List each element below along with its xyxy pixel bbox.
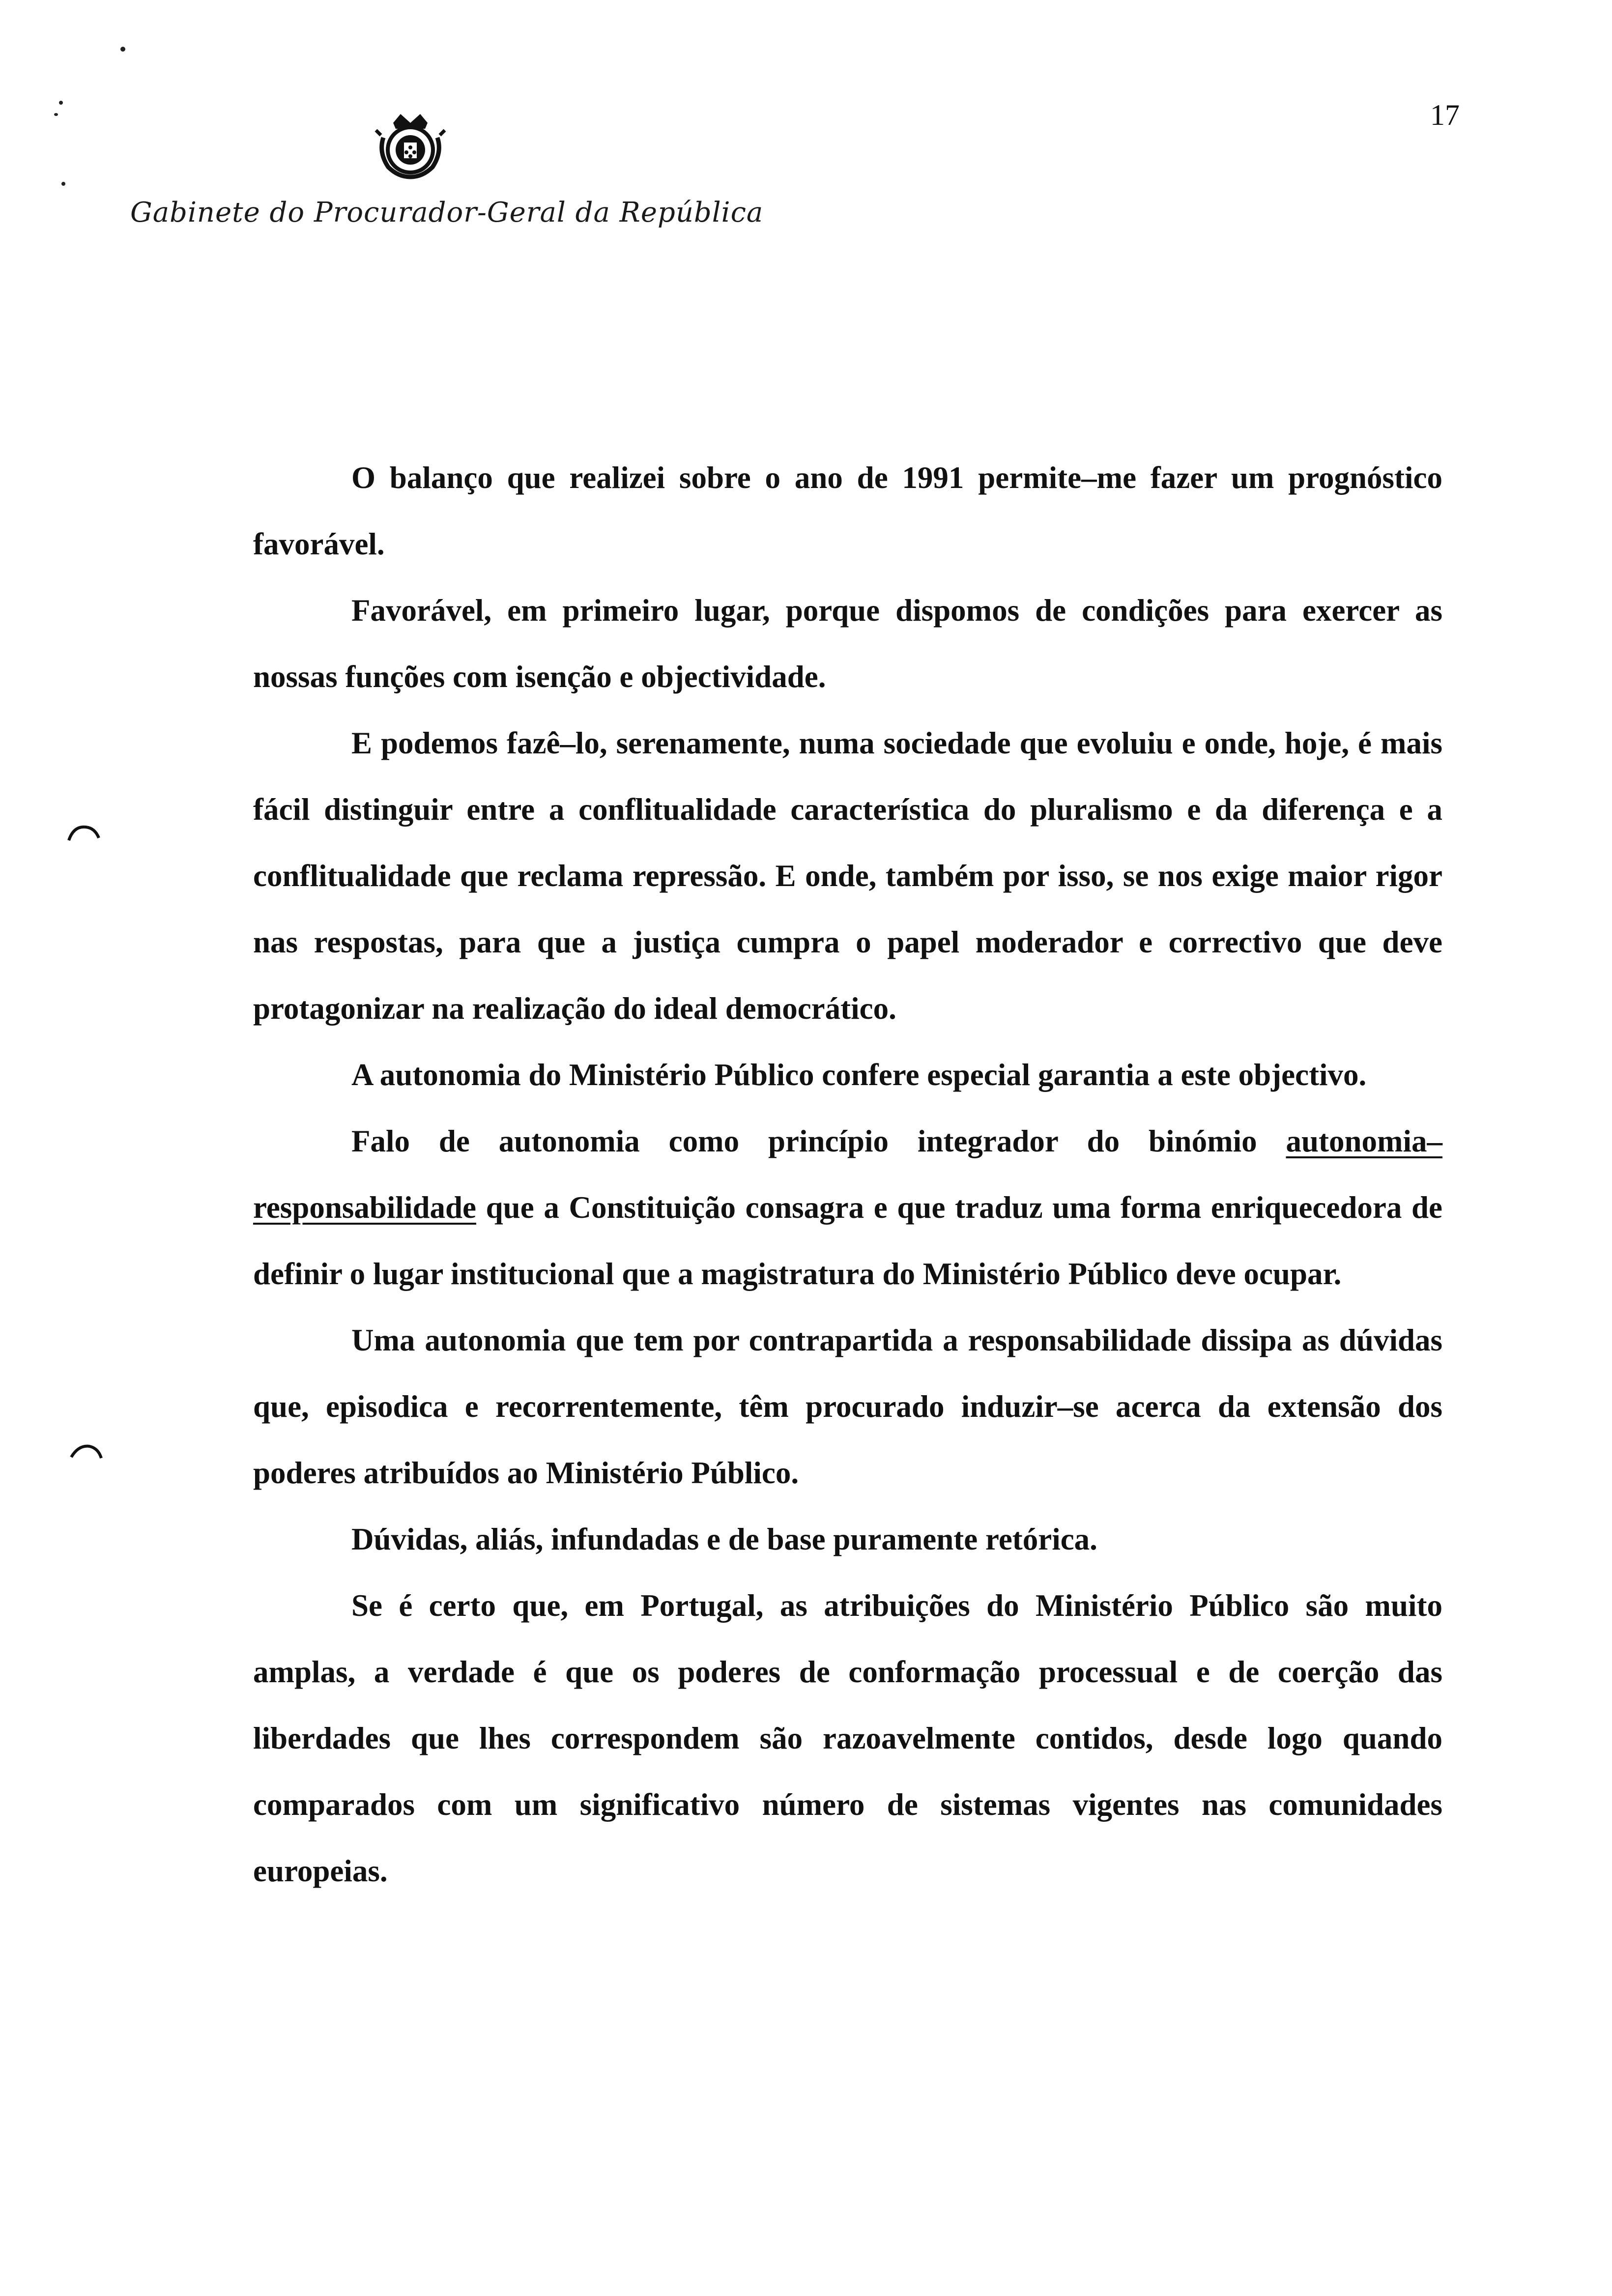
paragraph (253, 1108, 1442, 1307)
paragraph: Dúvidas, aliás, infundadas e de base puramente retórica. (351, 1522, 1097, 1556)
scan-speck (61, 182, 65, 186)
paragraph: Se é certo que, em Portugal, as atribuições do Ministério Público são muito amplas, a verdade é que os poderes de conformação processual e de coerção das liberdades que lhes correspondem são razoavelmente contidos, desde logo quando comparados com um significativo número de sistemas vigentes nas comunidades europeias. (253, 1588, 1442, 1888)
coat-of-arms-icon (374, 108, 447, 182)
paragraph-text: Falo de autonomia como princípio integrador do binómio (351, 1124, 1257, 1158)
paragraph: E podemos fazê–lo, serenamente, numa sociedade que evoluiu e onde, hoje, é mais fácil distinguir entre a conflitualidade característica do pluralismo e da diferença e a conflitualidade que reclama repressão. E onde, também por isso, se nos exige maior rigor nas respostas, para que a justiça cumpra o papel moderador e correctivo que deve protagonizar na realização do ideal democrático. (253, 726, 1442, 1026)
scan-speck (54, 113, 58, 116)
margin-mark (69, 1442, 103, 1462)
paragraph: O balanço que realizei sobre o ano de 1991 permite–me fazer um prognóstico favorável. (253, 460, 1442, 561)
underlined-term: autonomia–responsabilidade (253, 1124, 1443, 1225)
scan-speck (59, 101, 63, 105)
page-number: 17 (1430, 99, 1460, 131)
paragraph: Favorável, em primeiro lugar, porque dispomos de condições para exercer as nossas funções com isenção e objectividade. (253, 593, 1442, 694)
paragraph: Uma autonomia que tem por contrapartida a responsabilidade dissipa as dúvidas que, episodica e recorrentemente, têm procurado induzir–se acerca da extensão dos poderes atribuídos ao Ministério Público. (253, 1323, 1442, 1490)
letterhead: Gabinete do Procurador-Geral da República (130, 197, 764, 229)
paragraph: A autonomia do Ministério Público confere especial garantia a este objectivo. (351, 1058, 1367, 1092)
document-body (253, 445, 1442, 1904)
margin-mark (66, 823, 101, 843)
paragraph-text: que a Constituição consagra e que traduz uma forma enriquecedora de definir o lugar institucional que a magistratura do Ministério Público deve ocupar. (253, 1190, 1442, 1291)
scan-speck (120, 47, 125, 52)
